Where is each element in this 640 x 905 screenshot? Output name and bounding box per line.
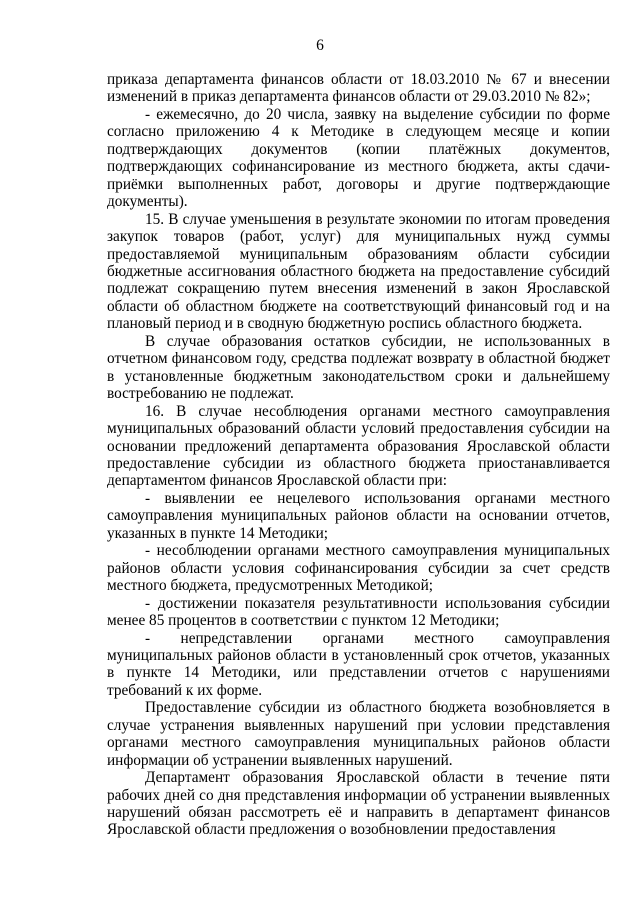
paragraph-order-reference: приказа департамента финансов области от 18.03.2010 № 67 и внесении изменений в приказ департамента финансов области от 29.03.2010 № 82»; (107, 71, 610, 106)
list-item-reports: - непредставлении органами местного самоуправления муниципальных районов области в установленный срок отчетов, указанных в пункте 14 Методики, или представлении отчетов с нарушениями требований к их форме. (107, 629, 610, 699)
list-item-performance: - достижении показателя результативности использования субсидии менее 85 процентов в соответствии с пунктом 12 Методики; (107, 594, 610, 630)
paragraph-item-15: 15. В случае уменьшения в результате экономии по итогам проведения закупок товаров (работ, услуг) для муниципальных нужд суммы предоставляемой муниципальным образованиям области субсидии бюджетные ассигнования областного бюджета на предоставление субсидий подлежат сокращению путем внесения изменений в закон Ярославской области об областном бюджете на соответствующий финансовый год и на плановый период и в сводную бюджетную роспись областного бюджета. (107, 210, 610, 333)
paragraph-item-16: 16. В случае несоблюдения органами местного самоуправления муниципальных образований области условий предоставления субсидии на основании предложений департамента образования Ярославской области предоставление субсидии из областного бюджета приостанавливается департаментом финансов Ярославской области при: (107, 402, 610, 490)
list-item-misuse: - выявлении ее нецелевого использования органами местного самоуправления муниципальных районов области на основании отчетов, указанных в пункте 14 Методики; (107, 489, 610, 542)
paragraph-monthly-request: - ежемесячно, до 20 числа, заявку на выделение субсидии по форме согласно приложению 4 к Методике в следующем месяце и копии подтверждающих документов (копии платёжных документов, подтверждающих софинансирование из местного бюджета, акты сдачи-приёмки выполненных работ, договоры и другие подтверждающие документы). (107, 105, 610, 211)
paragraph-unused-balance: В случае образования остатков субсидии, не использованных в отчетном финансовом году, средства подлежат возврату в областной бюджет в установленные бюджетным законодательством сроки и дальнейшему востребованию не подлежат. (107, 332, 610, 403)
page-number: 6 (316, 37, 324, 54)
document-body (107, 71, 610, 839)
paragraph-department-review: Департамент образования Ярославской области в течение пяти рабочих дней со дня представления информации об устранении выявленных нарушений обязан рассмотреть её и направить в департамент финансов Ярославской области предложения о возобновлении предоставления (107, 769, 610, 839)
paragraph-resumption: Предоставление субсидии из областного бюджета возобновляется в случае устранения выявленных нарушений при условии представления органами местного самоуправления муниципальных районов области информации об устранении выявленных нарушений. (107, 699, 610, 769)
list-item-cofinancing: - несоблюдении органами местного самоуправления муниципальных районов области условия софинансирования субсидии за счет средств местного бюджета, предусмотренных Методикой; (107, 542, 610, 595)
